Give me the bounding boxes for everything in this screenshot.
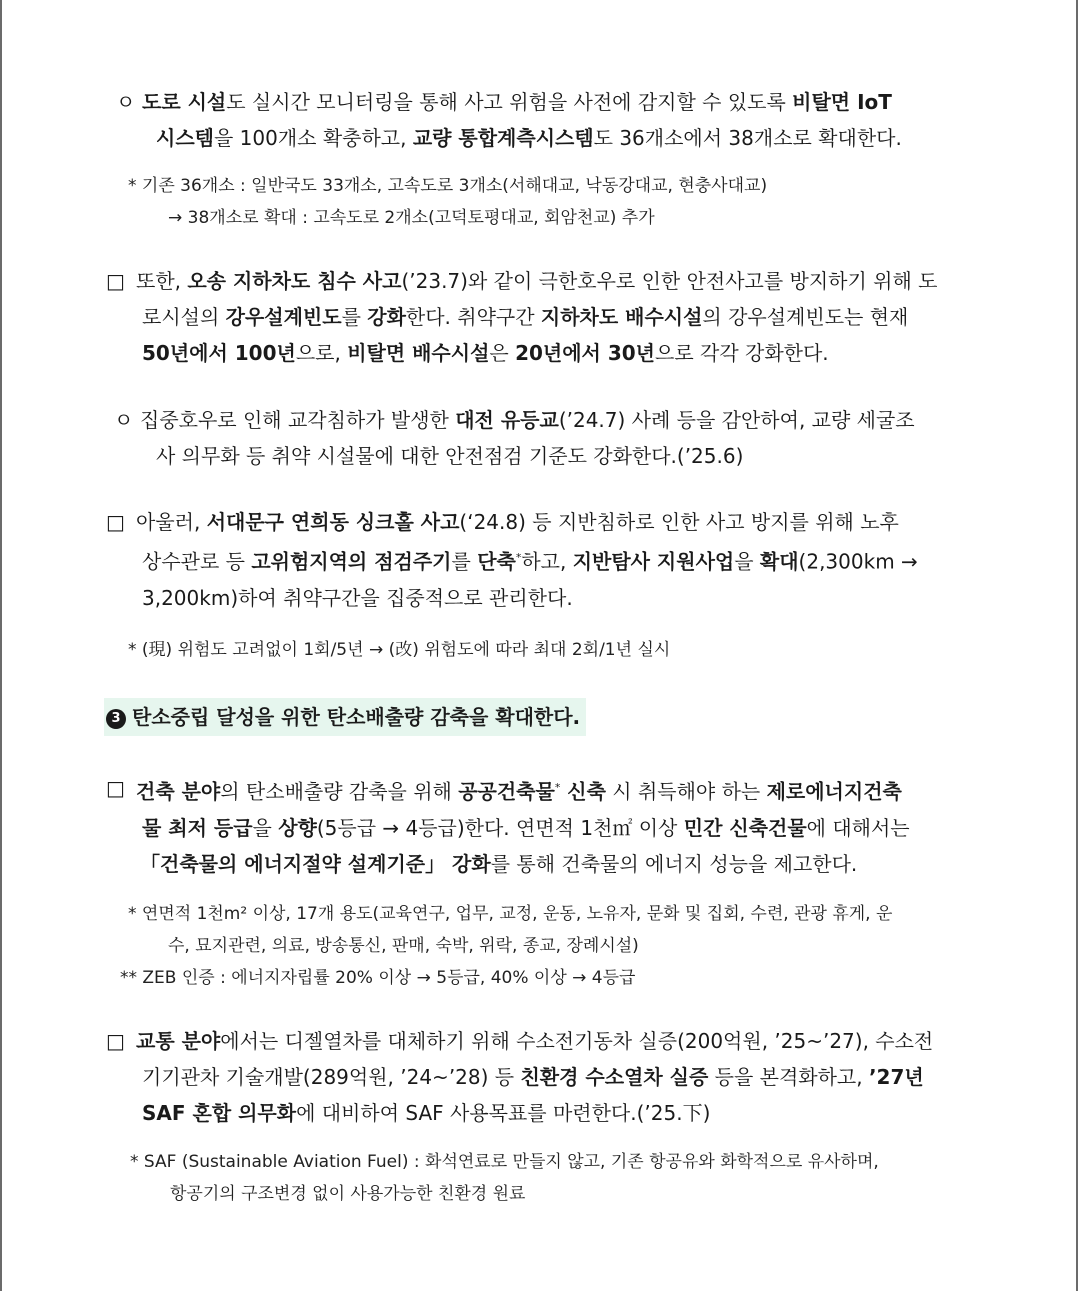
footnote-building-uses: * 연면적 1천m² 이상, 17개 용도(교육연구, 업무, 교정, 운동, 노유자, 문화 및 집회, 수련, 관광 휴게, 운 수, 묘지관련, 의료, 방송통신, 판매, 숙박, 위락, 종교, 장례시설) ** ZEB 인증 : 에너지자립률 20% 이상 → 5등급, 40% 이상 → 4등급 [120, 904, 893, 988]
paragraph-transport-sector: 교통 분야에서는 디젤열차를 대체하기 위해 수소전기동차 실증(200억원, ’25~’27), 수소전 기기관차 기술개발(289억원, ’24~’28) 등 친환경 수소열차 실증 등을 본격화하고, ’27년 SAF 혼합 의무화에 대비하여 SAF 사용목표를 마련한다.(’25.下) [136, 1029, 934, 1125]
footnote-bridge-count: * 기존 36개소 : 일반국도 33개소, 고속도로 3개소(서해대교, 낙동강대교, 현충사대교) → 38개소로 확대 : 고속도로 2개소(고덕토평대교, 회암천교) 추가 [128, 176, 768, 228]
checkbox-bullet-icon: □ [106, 1029, 125, 1053]
checkbox-bullet-icon: □ [106, 269, 125, 293]
paragraph-building-sector: 건축 분야의 탄소배출량 감축을 위해 공공건축물* 신축 시 취득해야 하는 제로에너지건축 물 최저 등급을 상향(5등급 → 4등급)한다. 연면적 1천㎡ 이상 민간 신축건물에 대해서는 「건축물의 에너지절약 설계기준」 강화를 통해 건축물의 에너지 성능을 제고한다. [136, 779, 910, 876]
circle-bullet-icon: ㅇ [114, 408, 134, 432]
footnote-saf: * SAF (Sustainable Aviation Fuel) : 화석연료로 만들지 않고, 기존 항공유와 화학적으로 유사하며, 항공기의 구조변경 없이 사용가능한 친환경 원료 [130, 1152, 879, 1204]
paragraph-sinkhole: 아울러, 서대문구 연희동 싱크홀 사고(‘24.8) 등 지반침하로 인한 사고 방지를 위해 노후 상수관로 등 고위험지역의 점검주기를 단축*하고, 지반탐사 지원사업을 확대(2,300km → 3,200km)하여 취약구간을 집중적으로 관리한다. [136, 510, 918, 610]
paragraph-underpass: 또한, 오송 지하차도 침수 사고(’23.7)와 같이 극한호우로 인한 안전사고를 방지하기 위해 도 로시설의 강우설계빈도를 강화한다. 취약구간 지하차도 배수시설의 강우설계빈도는 현재 50년에서 100년으로, 비탈면 배수시설은 20년에서 30년으로 각각 강화한다. [136, 269, 938, 365]
section-heading-carbon: 3 탄소중립 달성을 위한 탄소배출량 감축을 확대한다. [104, 698, 586, 736]
circle-bullet-icon: ㅇ [116, 90, 136, 114]
checkbox-bullet-icon: □ [106, 510, 125, 534]
number-three-icon: 3 [106, 709, 126, 729]
footnote-inspection-cycle: * (現) 위험도 고려없이 1회/5년 → (改) 위험도에 따라 최대 2회/1년 실시 [128, 640, 671, 660]
paragraph-bridge-scour: 집중호우로 인해 교각침하가 발생한 대전 유등교(’24.7) 사례 등을 감안하여, 교량 세굴조 사 의무화 등 취약 시설물에 대한 안전점검 기준도 강화한다.(’25.6) [140, 408, 915, 468]
paragraph-road-facilities: 도로 시설도 실시간 모니터링을 통해 사고 위험을 사전에 감지할 수 있도록 비탈면 IoT 시스템을 100개소 확충하고, 교량 통합계측시스템도 36개소에서 38개소로 확대한다. [142, 90, 902, 150]
checkbox-bullet-icon: □ [106, 776, 125, 800]
